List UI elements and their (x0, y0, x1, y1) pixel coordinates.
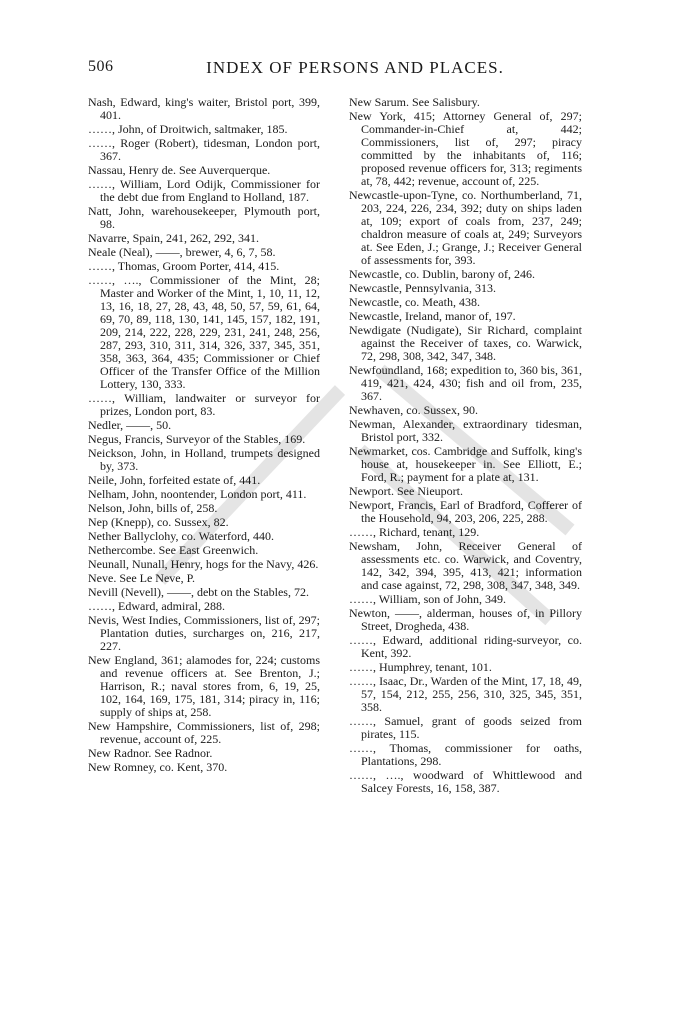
page-header (88, 58, 592, 80)
index-entry: Newmarket, cos. Cambridge and Suffolk, king's house at, housekeeper in. See Elliott, E.; Ford, R.; payment for a plate at, 131. (349, 444, 582, 484)
index-entry: New England, 361; alamodes for, 224; customs and revenue officers at. See Brenton, J.; Harrison, R.; naval stores from, 6, 19, 25, 102, 164, 169, 175, 181, 314; piracy in, 116; supply of ships at, 258. (88, 653, 320, 719)
index-entry: Newsham, John, Receiver General of assessments etc. co. Warwick, and Coventry, 142, 342, 394, 395, 413, 421; information and case against, 72, 298, 308, 347, 348, 349. (349, 539, 582, 592)
index-entry: Newcastle, Ireland, manor of, 197. (349, 309, 516, 323)
page-number: 506 (88, 58, 114, 75)
index-entry: Neve. See Le Neve, P. (88, 571, 195, 585)
index-entry: New Hampshire, Commissioners, list of, 298; revenue, account of, 225. (88, 719, 320, 746)
index-entry: ……, William, landwaiter or surveyor for prizes, London port, 83. (88, 391, 320, 418)
index-entry: Nep (Knepp), co. Sussex, 82. (88, 515, 229, 529)
index-entry: Newhaven, co. Sussex, 90. (349, 403, 478, 417)
index-entry: Neile, John, forfeited estate of, 441. (88, 473, 261, 487)
index-entry: ……, …., Commissioner of the Mint, 28; Master and Worker of the Mint, 1, 10, 11, 12, 13, 16, 18, 27, 28, 43, 48, 50, 57, 59, 61, 64, 69, 70, 89, 118, 130, 141, 145, 157, 182, 191, 209, 214, 222, 228, 229, 231, 241, 248, 256, 287, 293, 310, 311, 314, 326, 337, 345, 351, 358, 363, 364, 435; Commissioner or Chief Officer of the Transfer Office of the Million Lottery, 130, 333. (88, 273, 320, 391)
index-entry: Newport, Francis, Earl of Bradford, Cofferer of the Household, 94, 203, 206, 225, 288. (349, 498, 582, 525)
index-entry: ……, Isaac, Dr., Warden of the Mint, 17, 18, 49, 57, 154, 212, 255, 256, 310, 325, 345, 351, 358. (349, 674, 582, 714)
index-entry: Neunall, Nunall, Henry, hogs for the Navy, 426. (88, 557, 319, 571)
index-entry: ……, Roger (Robert), tidesman, London port, 367. (88, 136, 320, 163)
index-entry: New York, 415; Attorney General of, 297; Commander-in-Chief at, 442; Commissioners, list of, 297; piracy committed by the inhabitants of, 116; proposed revenue officers for, 313; regiments at, 78, 442; revenue, account of, 225. (349, 109, 582, 188)
index-entry: Neale (Neal), ——, brewer, 4, 6, 7, 58. (88, 245, 276, 259)
index-entry: ……, Thomas, commissioner for oaths, Plantations, 298. (349, 741, 582, 768)
index-entry: Nevis, West Indies, Commissioners, list of, 297; Plantation duties, surcharges on, 216, 217, 227. (88, 613, 320, 653)
index-entry: ……, Samuel, grant of goods seized from pirates, 115. (349, 714, 582, 741)
index-entry: Newcastle, co. Dublin, barony of, 246. (349, 267, 535, 281)
right-column (349, 96, 582, 796)
left-column (88, 96, 320, 775)
index-entry: Newdigate (Nudigate), Sir Richard, complaint against the Receiver of taxes, co. Warwick, 72, 298, 308, 342, 347, 348. (349, 323, 582, 363)
index-entry: ……, William, son of John, 349. (349, 592, 506, 606)
index-entry: ……, Thomas, Groom Porter, 414, 415. (88, 259, 280, 273)
index-entry: Newcastle-upon-Tyne, co. Northumberland, 71, 203, 224, 226, 234, 392; duty on ships laden at, 109; export of coals from, 237, 249; chaldron measure of coals at, 249; Surveyors at. See Eden, J.; Grange, J.; Receiver General of assessments for, 393. (349, 188, 582, 267)
index-entry: ……, Richard, tenant, 129. (349, 525, 480, 539)
index-entry: Navarre, Spain, 241, 262, 292, 341. (88, 231, 259, 245)
index-entry: ……, …., woodward of Whittlewood and Salcey Forests, 16, 158, 387. (349, 768, 582, 795)
index-entry: Nedler, ——, 50. (88, 418, 172, 432)
index-entry: Neickson, John, in Holland, trumpets designed by, 373. (88, 446, 320, 473)
index-entry: Nelson, John, bills of, 258. (88, 501, 218, 515)
index-entry: ……, Humphrey, tenant, 101. (349, 660, 492, 674)
index-entry: New Romney, co. Kent, 370. (88, 760, 228, 774)
index-entry: ……, William, Lord Odijk, Commissioner for the debt due from England to Holland, 187. (88, 177, 320, 204)
index-entry: Natt, John, warehousekeeper, Plymouth port, 98. (88, 204, 320, 231)
index-entry: New Sarum. See Salisbury. (349, 95, 480, 109)
index-entry: Newfoundland, 168; expedition to, 360 bis, 361, 419, 421, 424, 430; fish and oil from, 235, 367. (349, 363, 582, 403)
index-entry: Newport. See Nieuport. (349, 484, 463, 498)
index-entry: Nevill (Nevell), ——, debt on the Stables, 72. (88, 585, 309, 599)
index-entry: ……, Edward, additional riding-surveyor, co. Kent, 392. (349, 633, 582, 660)
index-entry: Nash, Edward, king's waiter, Bristol port, 399, 401. (88, 95, 320, 122)
index-entry: ……, Edward, admiral, 288. (88, 599, 225, 613)
index-entry: Negus, Francis, Surveyor of the Stables, 169. (88, 432, 306, 446)
running-title: INDEX OF PERSONS AND PLACES. (206, 58, 504, 77)
index-entry: Newcastle, co. Meath, 438. (349, 295, 480, 309)
index-entry: New Radnor. See Radnor. (88, 746, 213, 760)
index-entry: Nethercombe. See East Greenwich. (88, 543, 259, 557)
index-entry: Nether Ballyclohy, co. Waterford, 440. (88, 529, 274, 543)
index-entry: Newcastle, Pennsylvania, 313. (349, 281, 496, 295)
index-entry: Nassau, Henry de. See Auverquerque. (88, 163, 271, 177)
index-entry: Nelham, John, noontender, London port, 411. (88, 487, 307, 501)
index-entry: Newman, Alexander, extraordinary tidesman, Bristol port, 332. (349, 417, 582, 444)
index-entry: ……, John, of Droitwich, saltmaker, 185. (88, 122, 288, 136)
index-entry: Newton, ——, alderman, houses of, in Pillory Street, Drogheda, 438. (349, 606, 582, 633)
